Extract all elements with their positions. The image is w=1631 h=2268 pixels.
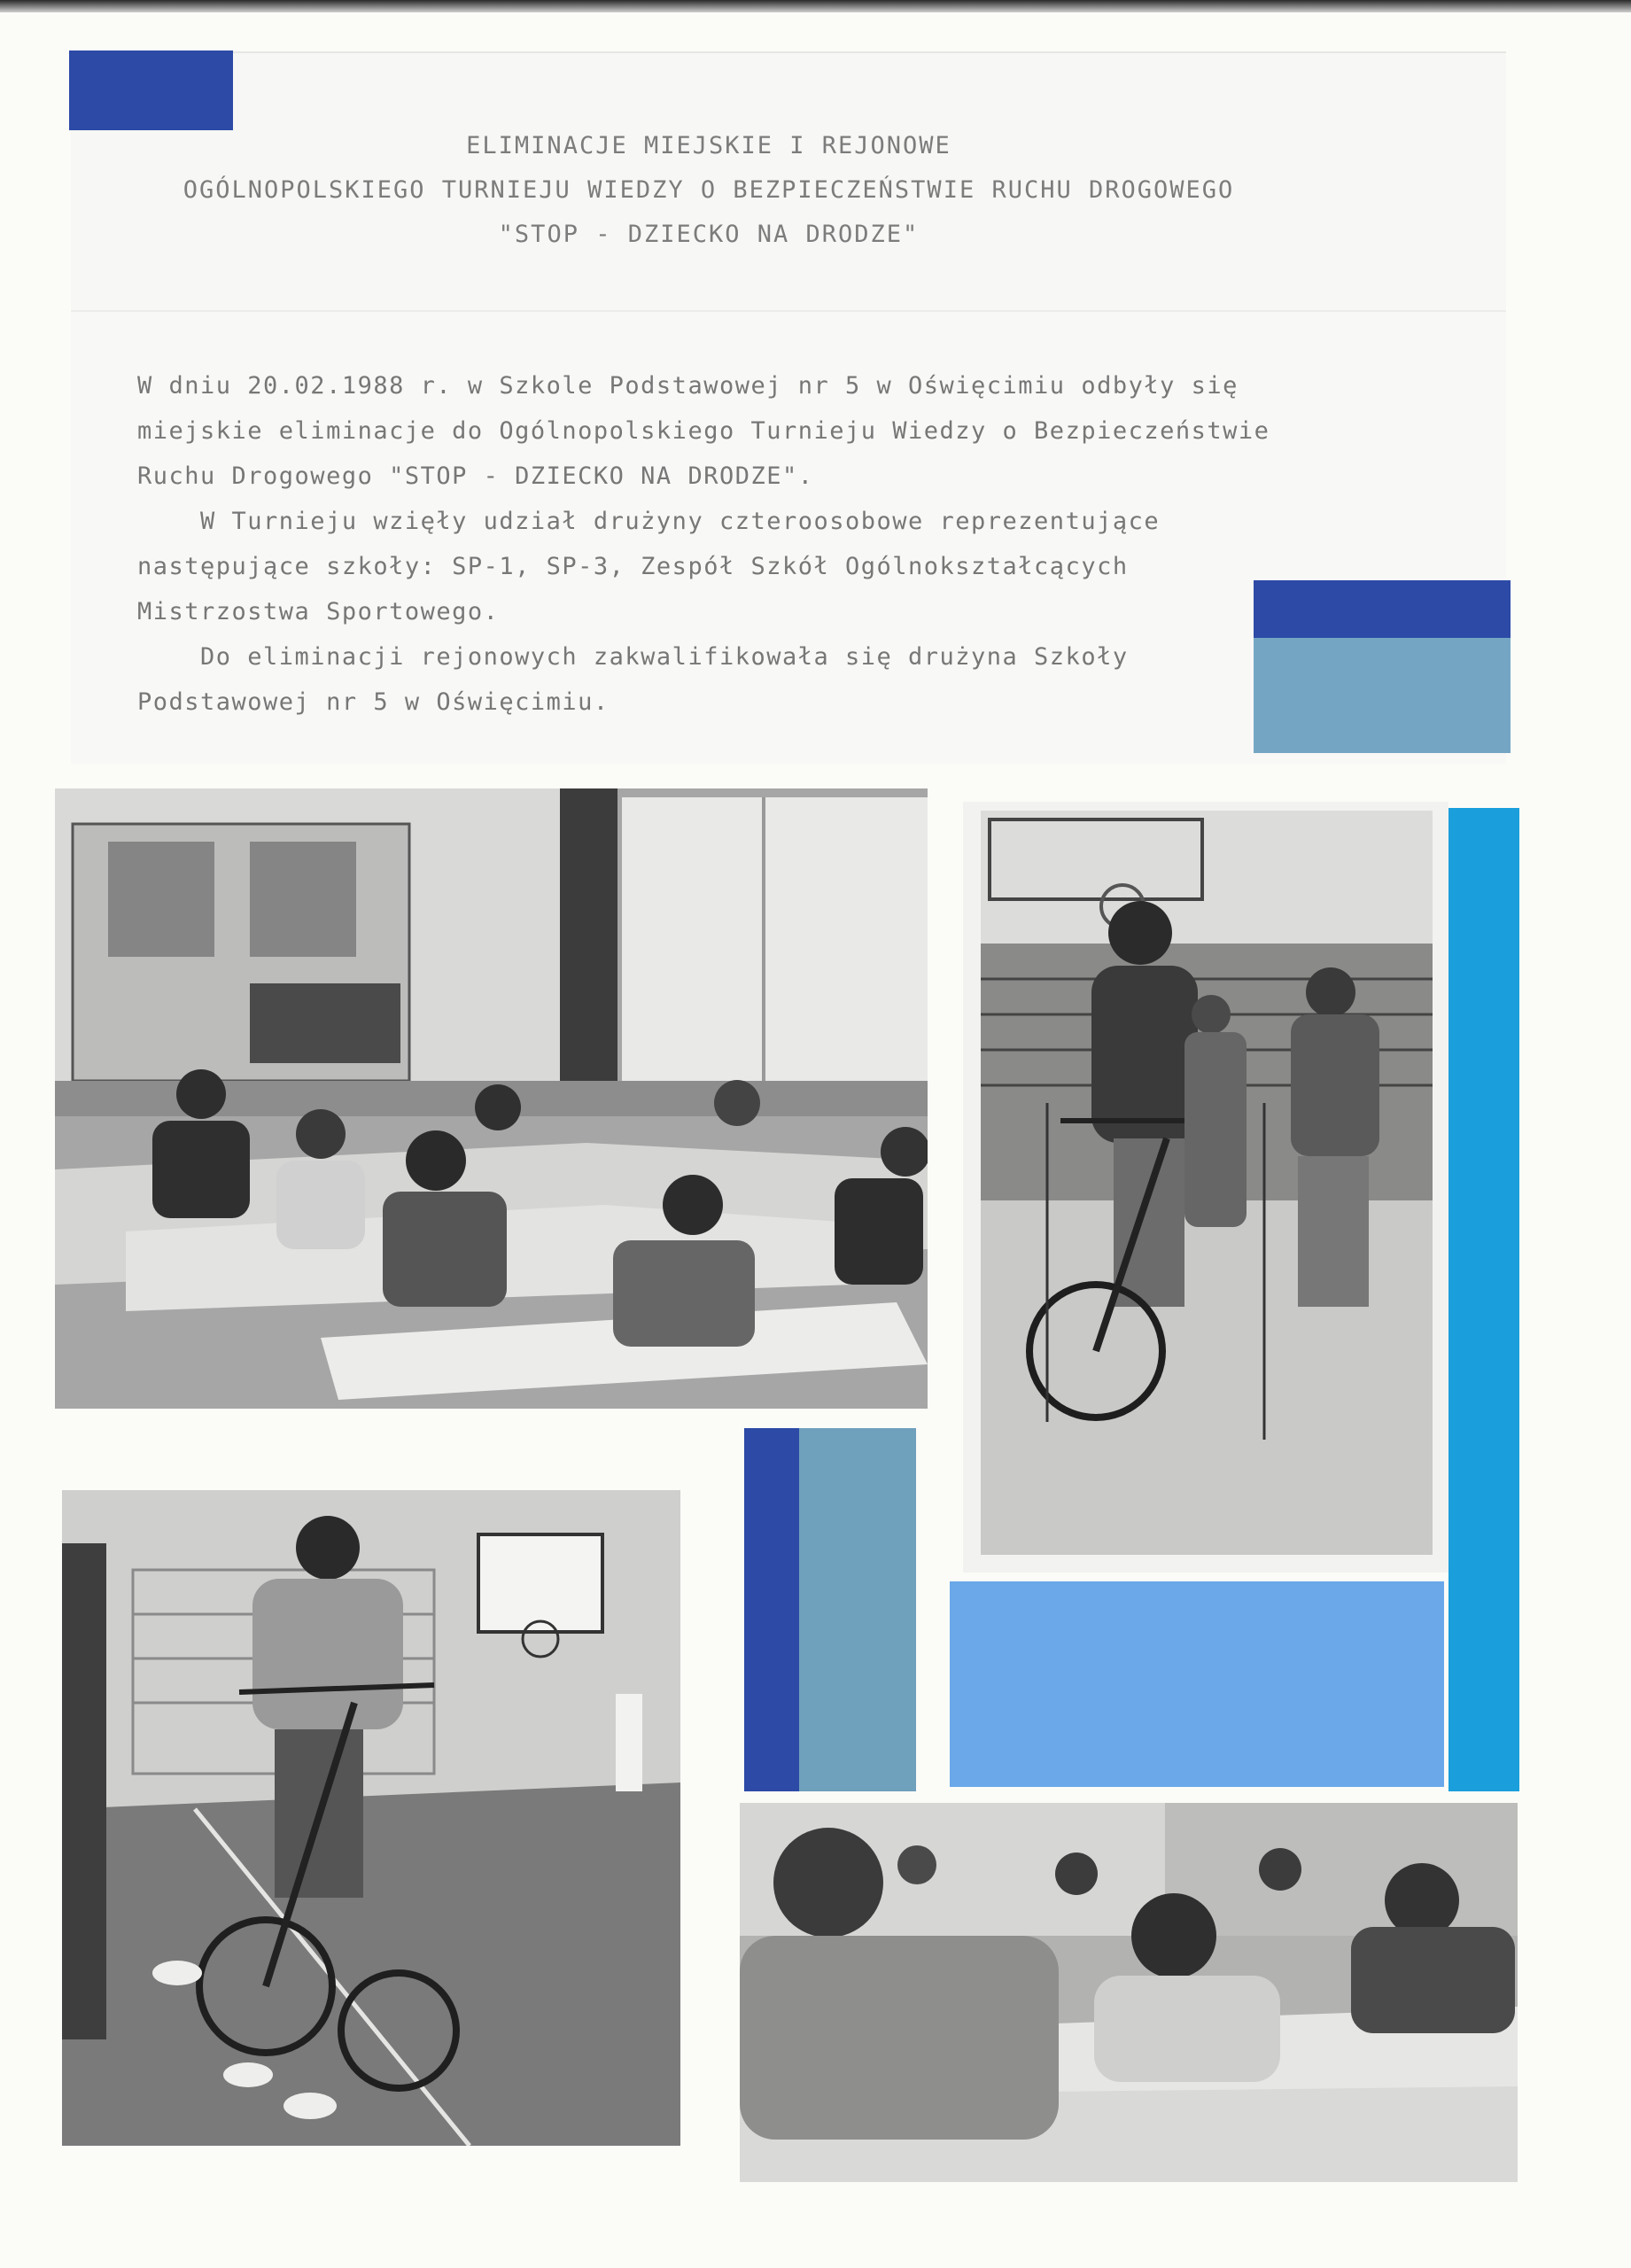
page-title	[89, 124, 1329, 257]
pupils-writing-illustration	[740, 1803, 1518, 2182]
text-line: Do eliminacji rejonowych zakwalifikowała się drużyna Szkoły	[137, 643, 1129, 671]
text-line: miejskie eliminacje do Ogólnopolskiego Turnieju Wiedzy o Bezpieczeństwie	[137, 417, 1270, 445]
title-line-1: ELIMINACJE MIEJSKIE I REJONOWE	[466, 132, 951, 159]
blue-strip-right	[1448, 808, 1519, 1791]
text-line: Ruchu Drogowego "STOP - DZIECKO NA DRODZE".	[137, 462, 814, 490]
blue-block-top-left	[69, 50, 233, 130]
report-text	[137, 363, 1316, 725]
bicycle-print-illustration	[963, 802, 1448, 1573]
text-line: następujące szkoły: SP-1, SP-3, Zespół Szkół Ogólnokształcących	[137, 553, 1129, 580]
photo-bicycle-gym	[62, 1490, 680, 2146]
photo-classroom-test	[55, 788, 928, 1409]
photo-bicycle-gym-print	[963, 802, 1448, 1573]
text-line: Podstawowej nr 5 w Oświęcimiu.	[137, 688, 610, 716]
blue-block-bottom-right	[950, 1581, 1444, 1787]
text-line: W Turnieju wzięły udział drużyny czteroosobowe reprezentujące	[137, 508, 1161, 535]
blue-block-middle-dark	[744, 1428, 799, 1791]
bicycle-gym-illustration	[62, 1490, 680, 2146]
text-line: W dniu 20.02.1988 r. w Szkole Podstawowej nr 5 w Oświęcimiu odbyły się	[137, 372, 1239, 400]
photo-pupils-writing	[740, 1803, 1518, 2182]
page-top-edge	[0, 0, 1631, 12]
title-line-3: "STOP - DZIECKO NA DRODZE"	[498, 221, 920, 248]
classroom-illustration	[55, 788, 928, 1409]
blue-block-middle-steel	[799, 1428, 916, 1791]
title-line-2: OGÓLNOPOLSKIEGO TURNIEJU WIEDZY O BEZPIECZEŃSTWIE RUCHU DROGOWEGO	[183, 176, 1235, 204]
text-line: Mistrzostwa Sportowego.	[137, 598, 500, 625]
